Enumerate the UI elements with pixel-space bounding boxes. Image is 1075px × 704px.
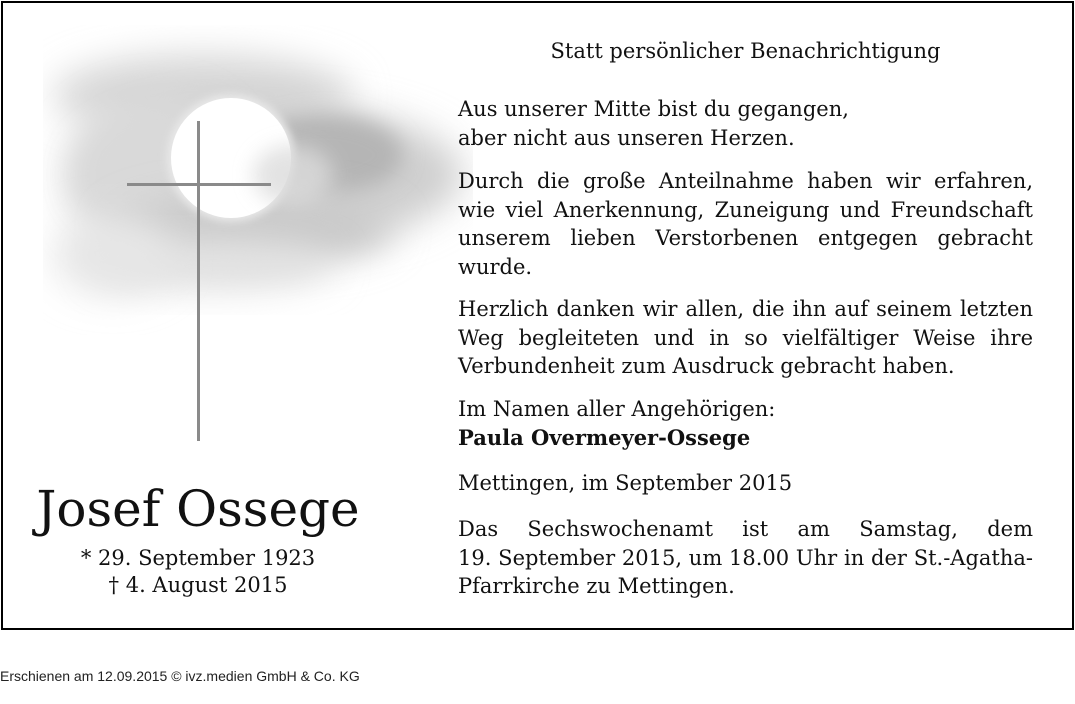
paragraph-line: unserem lieben Verstorbenen entgegen gebracht <box>458 226 1033 251</box>
gratitude-paragraph-1 <box>458 167 1033 281</box>
verse-line: Aus unserer Mitte bist du gegangen, <box>458 97 849 121</box>
signature-name: Paula Overmeyer-Ossege <box>458 424 751 450</box>
left-panel <box>3 3 453 628</box>
obituary-notice <box>1 1 1074 630</box>
paragraph-line: wie viel Anerkennung, Zuneigung und Freundschaft <box>458 197 1033 222</box>
service-line: Pfarrkirche zu Mettingen. <box>458 574 735 599</box>
birth-date: * 29. September 1923 <box>80 546 316 570</box>
paragraph-line: Verbundenheit zum Ausdruck gebracht haben. <box>458 354 955 379</box>
paragraph-line: Durch die große Anteilnahme haben wir erfahren, <box>458 169 1033 193</box>
deceased-name: Josef Ossege <box>36 480 360 538</box>
place-date <box>458 469 1033 498</box>
signature-intro: Im Namen aller Angehörigen: <box>458 397 776 421</box>
publication-footer: Erschienen am 12.09.2015 © ivz.medien GmbH & Co. KG <box>0 668 360 684</box>
place-date-text: Mettingen, im September 2015 <box>458 471 793 495</box>
signature-block <box>458 395 1033 452</box>
cloud-cross-illustration <box>43 25 473 465</box>
life-dates <box>3 545 393 599</box>
service-line: 19. September 2015, um 18.00 Uhr in der St.-Agatha- <box>458 545 1033 570</box>
notice-header: Statt persönlicher Benachrichtigung <box>550 39 941 63</box>
verse-line: aber nicht aus unseren Herzen. <box>458 125 795 150</box>
paragraph-line: wurde. <box>458 254 533 279</box>
gratitude-paragraph-2 <box>458 295 1033 381</box>
paragraph-line: Weg begleiteten und in so vielfältiger Weise ihre <box>458 325 1033 350</box>
service-info <box>458 515 1033 601</box>
service-line: Das Sechswochenamt ist am Samstag, dem <box>458 517 1033 541</box>
verse <box>458 95 1033 152</box>
paragraph-line: Herzlich danken wir allen, die ihn auf seinem letzten <box>458 297 1033 321</box>
death-date: † 4. August 2015 <box>108 573 288 597</box>
